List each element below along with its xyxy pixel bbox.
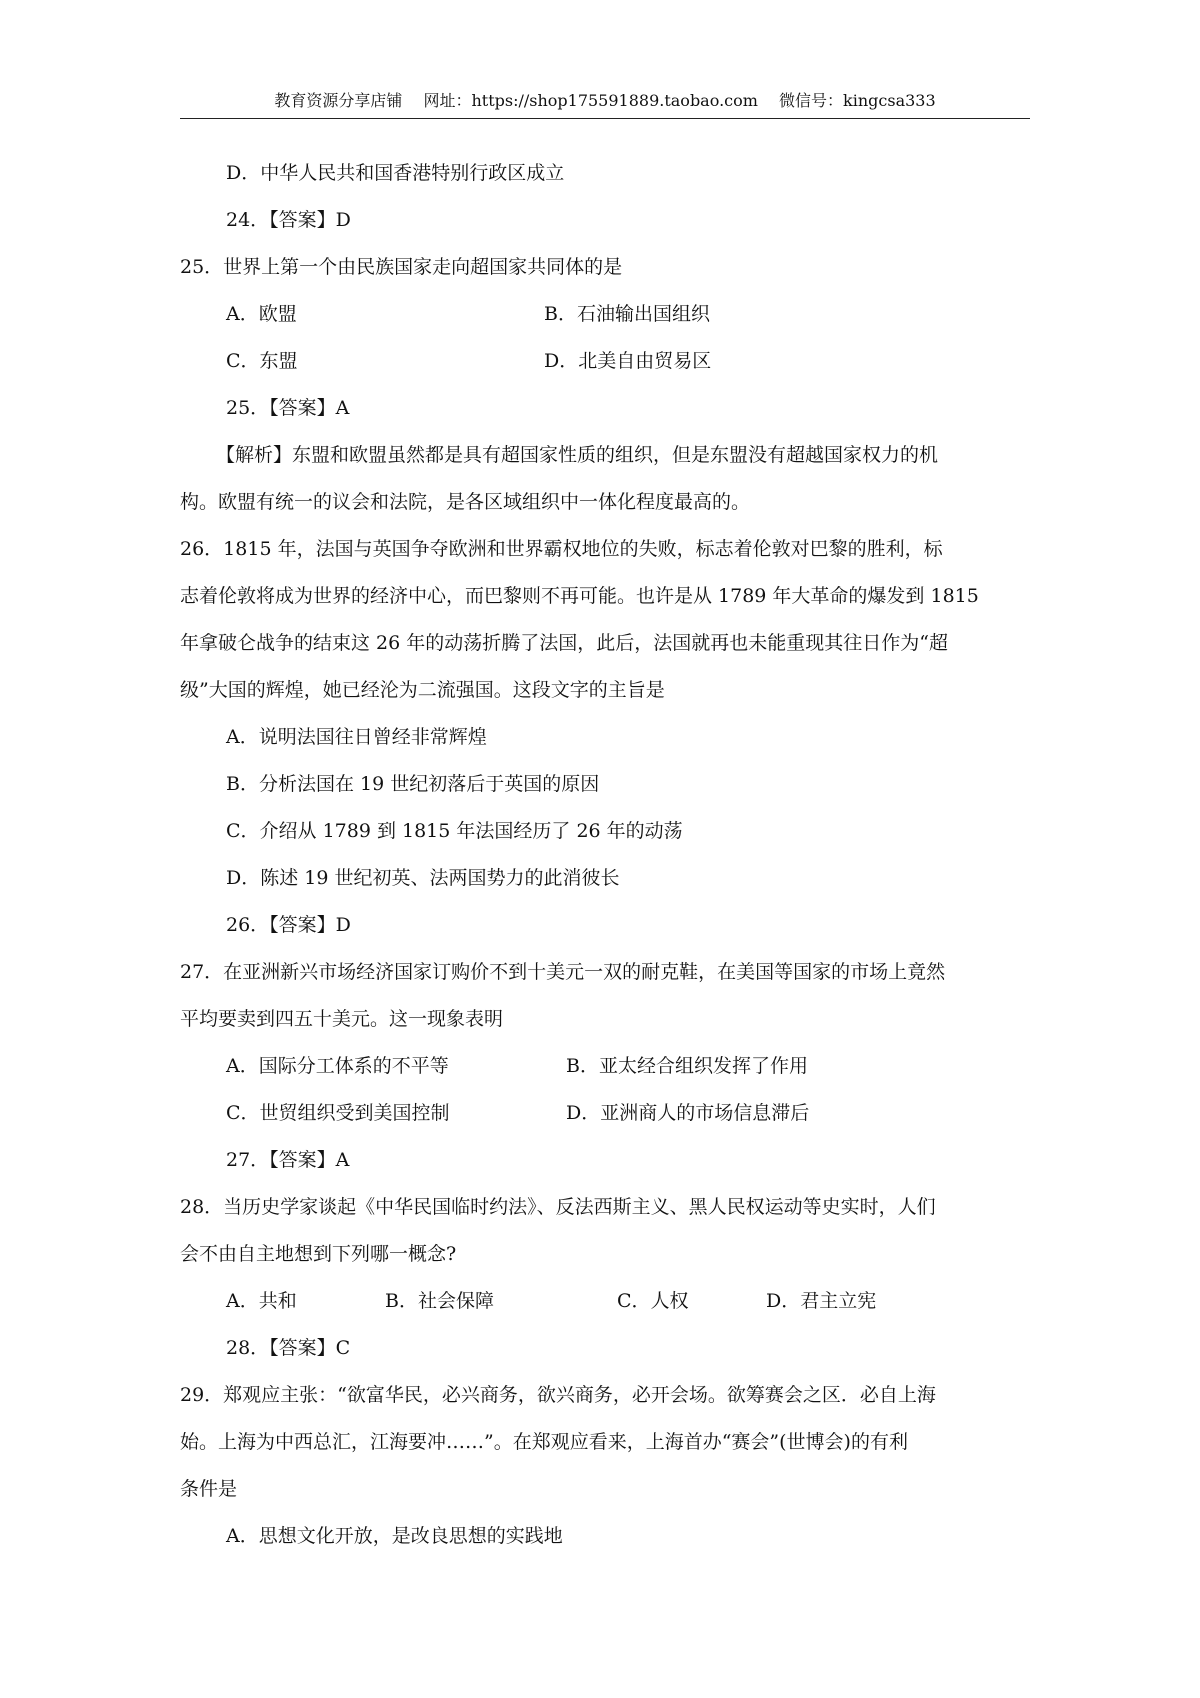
q28-options-row: [180, 1278, 1032, 1325]
q26-stem-line-4: 级”大国的辉煌，她已经沦为二流强国。这段文字的主旨是: [180, 679, 665, 701]
header-wechat: 微信号：kingcsa333: [779, 91, 936, 110]
q28-option-c: C．人权: [617, 1290, 689, 1312]
q27-option-b: B．亚太经合组织发挥了作用: [566, 1055, 808, 1077]
q27-option-d: D．亚洲商人的市场信息滞后: [566, 1102, 810, 1124]
q25-analysis-line-1: 【解析】东盟和欧盟虽然都是具有超国家性质的组织，但是东盟没有超越国家权力的机: [216, 444, 939, 466]
q26-answer: 26．【答案】D: [226, 914, 351, 936]
q26-stem-line-3: 年拿破仑战争的结束这 26 年的动荡折腾了法国，此后，法国就再也未能重现其往日作为“超: [180, 632, 948, 654]
q28-option-b: B．社会保障: [385, 1290, 494, 1312]
q25-answer: 25．【答案】A: [226, 397, 350, 419]
q27-option-c: C．世贸组织受到美国控制: [226, 1102, 450, 1124]
page-header: [180, 88, 1030, 111]
header-divider: [180, 118, 1030, 119]
q25-option-a: A．欧盟: [226, 303, 297, 325]
q26-stem-line-1: 26．1815 年，法国与英国争夺欧洲和世界霸权地位的失败，标志着伦敦对巴黎的胜利，标: [180, 538, 943, 560]
q28-stem-line-1: 28．当历史学家谈起《中华民国临时约法》、反法西斯主义、黑人民权运动等史实时，人们: [180, 1196, 936, 1218]
q29-stem-line-2: 始。上海为中西总汇，江海要冲……”。在郑观应看来，上海首办“赛会”(世博会)的有利: [180, 1431, 908, 1453]
q27-answer: 27．【答案】A: [226, 1149, 350, 1171]
q27-stem-line-1: 27．在亚洲新兴市场经济国家订购价不到十美元一双的耐克鞋，在美国等国家的市场上竟然: [180, 961, 946, 983]
q29-stem-line-1: 29．郑观应主张：“欲富华民，必兴商务，欲兴商务，必开会场。欲筹赛会之区．必自上海: [180, 1384, 936, 1406]
document-body: [180, 150, 1032, 1560]
q28-option-d: D．君主立宪: [766, 1290, 877, 1312]
q25-option-d: D．北美自由贸易区: [544, 350, 712, 372]
q27-options-row-1: [180, 1043, 1032, 1090]
header-website: 网址：https://shop175591889.taobao.com: [423, 91, 758, 110]
q24-option-d: D．中华人民共和国香港特别行政区成立: [226, 162, 565, 184]
q28-option-a: A．共和: [226, 1290, 297, 1312]
q24-answer: 24．【答案】D: [226, 209, 351, 231]
q26-option-a: A．说明法国往日曾经非常辉煌: [226, 726, 487, 748]
q27-stem-line-2: 平均要卖到四五十美元。这一现象表明: [180, 1008, 504, 1030]
q26-option-d: D．陈述 19 世纪初英、法两国势力的此消彼长: [226, 867, 620, 889]
q25-analysis-line-2: 构。欧盟有统一的议会和法院，是各区域组织中一体化程度最高的。: [180, 491, 751, 513]
q28-answer: 28．【答案】C: [226, 1337, 351, 1359]
q26-option-b: B．分析法国在 19 世纪初落后于英国的原因: [226, 773, 600, 795]
q26-option-c: C．介绍从 1789 到 1815 年法国经历了 26 年的动荡: [226, 820, 683, 842]
q25-options-row-1: [180, 291, 1032, 338]
q27-options-row-2: [180, 1090, 1032, 1137]
q29-option-a: A．思想文化开放，是改良思想的实践地: [226, 1525, 563, 1547]
q25-option-c: C．东盟: [226, 350, 298, 372]
q26-stem-line-2: 志着伦敦将成为世界的经济中心，而巴黎则不再可能。也许是从 1789 年大革命的爆发到 1815: [180, 585, 979, 607]
q29-stem-line-3: 条件是: [180, 1478, 238, 1500]
header-shop-name: 教育资源分享店铺: [274, 91, 403, 110]
q27-option-a: A．国际分工体系的不平等: [226, 1055, 449, 1077]
q25-stem: 25．世界上第一个由民族国家走向超国家共同体的是: [180, 256, 623, 278]
q25-option-b: B．石油输出国组织: [544, 303, 710, 325]
q28-stem-line-2: 会不由自主地想到下列哪一概念?: [180, 1243, 457, 1265]
q25-options-row-2: [180, 338, 1032, 385]
